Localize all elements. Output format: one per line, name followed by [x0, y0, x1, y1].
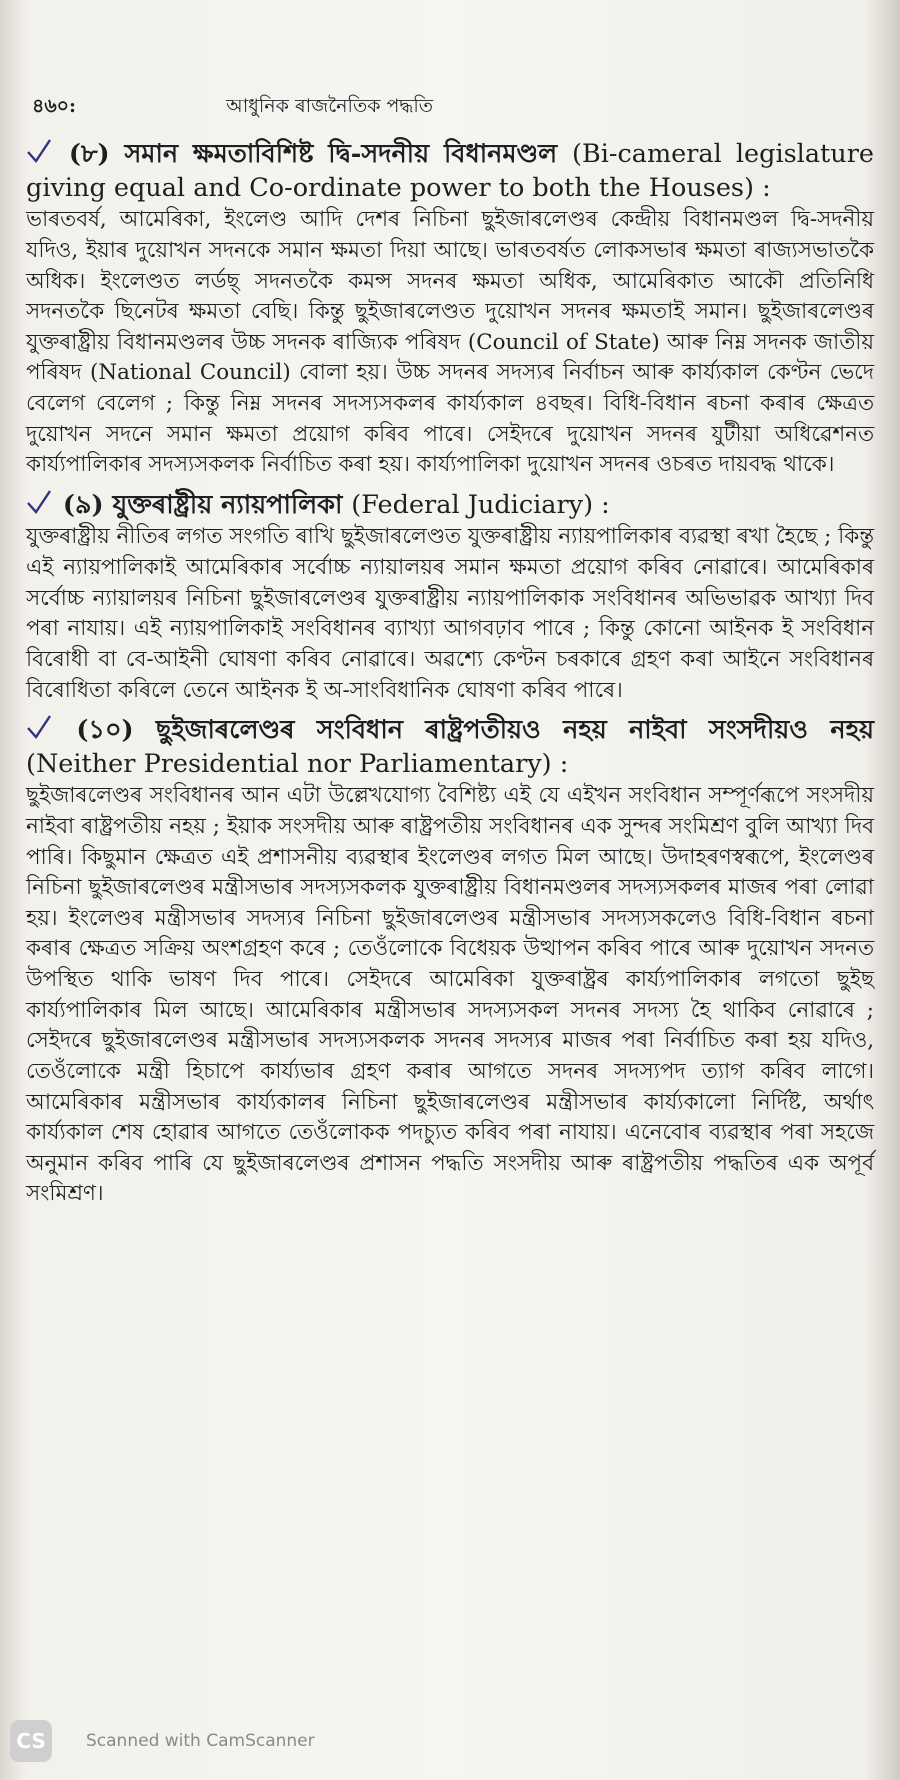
scanner-watermark: [10, 1720, 315, 1762]
section-number: (১০): [76, 715, 134, 746]
page-header: [32, 92, 874, 124]
camscanner-logo-icon: CS: [10, 1720, 52, 1762]
section-title: সমান ক্ষমতাবিশিষ্ট দ্বি-সদনীয় বিধানমণ্ডল: [124, 139, 558, 169]
running-title: আধুনিক ৰাজনৈতিক পদ্ধতি: [226, 95, 434, 117]
section-title: যুক্তৰাষ্ট্ৰীয় ন্যায়পালিকা: [112, 489, 343, 520]
section-number: (৯): [62, 489, 104, 520]
page-number: ৪৬০:: [32, 95, 77, 117]
section-title-english: (Bi-cameral legislature giving equal and Co-ordinate power to both the Houses) :: [26, 139, 874, 203]
section-title: ছুইজাৰলেণ্ডৰ সংবিধান ৰাষ্ট্ৰপতীয়ও নহয় নাইবা সংসদীয়ও নহয়: [155, 715, 874, 746]
scanner-text: Scanned with CamScanner: [86, 1731, 315, 1751]
pen-tick-icon: [26, 714, 52, 740]
section-title-english: (Federal Judiciary) :: [351, 489, 610, 520]
section-body: যুক্তৰাষ্ট্ৰীয় নীতিৰ লগত সংগতি ৰাখি ছুইজাৰলেণ্ডত যুক্তৰাষ্ট্ৰীয় ন্যায়পালিকাৰ ব্যৱস্থা ৰখা হৈছে ; কিন্তু এই ন্যায়পালিকাই আমেৰিকাৰ সৰ্বোচ্চ ন্যায়ালয়ৰ সমান ক্ষমতা প্ৰয়োগ কৰিব নোৱাৰে। আমেৰিকাৰ সৰ্বোচ্চ ন্যায়ালয়ৰ নিচিনা ছুইজাৰলেণ্ডৰ যুক্তৰাষ্ট্ৰীয় ন্যায়পালিকাক সংবিধানৰ অভিভাৱক আখ্যা দিব পৰা নাযায়। এই ন্যায়পালিকাই সংবিধানৰ ব্যাখ্যা আগবঢ়াব পাৰে ; কিন্তু কোনো আইনক ই সংবিধান বিৰোধী বা বে-আইনী ঘোষণা কৰিব নোৱাৰে। অৱশ্যে কেণ্টন চৰকাৰে গ্ৰহণ কৰা আইনে সংবিধানৰ বিৰোধিতা কৰিলে তেনে আইনক ই অ-সাংবিধানিক ঘোষণা কৰিব পাৰে।: [26, 524, 874, 703]
section-body: ভাৰতবৰ্ষ, আমেৰিকা, ইংলেণ্ড আদি দেশৰ নিচিনা ছুইজাৰলেণ্ডৰ কেন্দ্ৰীয় বিধানমণ্ডল দ্বি-সদনীয় যদিও, ইয়াৰ দুয়োখন সদনকে সমান ক্ষমতা দিয়া আছে। ভাৰতবৰ্ষত লোকসভাৰ ক্ষমতা ৰাজ্যসভাতকৈ অধিক। ইংলেণ্ডত লৰ্ডছ্ সদনতকৈ কমন্স সদনৰ ক্ষমতা অধিক, আমেৰিকাত আকৌ প্ৰতিনিধি সদনতকৈ ছিনেটৰ ক্ষমতা বেছি। কিন্তু ছুইজাৰলেণ্ডত দুয়োখন সদনৰ ক্ষমতাই সমান। ছুইজাৰলেণ্ডৰ যুক্তৰাষ্ট্ৰীয় বিধানমণ্ডলৰ উচ্চ সদনক ৰাজ্যিক পৰিষদ (Council of State) আৰু নিম্ন সদনক জাতীয় পৰিষদ (National Council) বোলা হয়। উচ্চ সদনৰ সদস্যৰ নিৰ্বাচন আৰু কাৰ্য্যকাল কেণ্টন ভেদে বেলেগ বেলেগ ; কিন্তু নিম্ন সদনৰ সদস্যসকলৰ কাৰ্য্যকাল ৪বছৰ। বিধি-বিধান ৰচনা কৰাৰ ক্ষেত্ৰত দুয়োখন সদনে সমান ক্ষমতা প্ৰয়োগ কৰিব পাৰে। সেইদৰে দুয়োখন সদনৰ যুটীয়া অধিৱেশনত কাৰ্য্যপালিকাৰ সদস্যসকলক নিৰ্বাচিত কৰা হয়। কাৰ্য্যপালিকা দুয়োখন সদনৰ ওচৰত দায়বদ্ধ থাকে।: [26, 207, 874, 478]
section-8: [26, 138, 874, 481]
pen-tick-icon: [26, 489, 52, 515]
section-title-english: (Neither Presidential nor Parliamentary) :: [26, 748, 569, 779]
section-heading: [26, 138, 874, 205]
section-body: ছুইজাৰলেণ্ডৰ সংবিধানৰ আন এটা উল্লেখযোগ্য বৈশিষ্ট্য এই যে এইখন সংবিধান সম্পূৰ্ণৰূপে সংসদীয় নাইবা ৰাষ্ট্ৰপতীয় নহয় ; ইয়াক সংসদীয় আৰু ৰাষ্ট্ৰপতীয় সংবিধানৰ এক সুন্দৰ সংমিশ্ৰণ বুলি আখ্যা দিব পাৰি। কিছুমান ক্ষেত্ৰত এই প্ৰশাসনীয় ব্যৱস্থাৰ ইংলেণ্ডৰ লগত মিল আছে। উদাহৰণস্বৰূপে, ইংলেণ্ডৰ নিচিনা ছুইজাৰলেণ্ডৰ মন্ত্ৰীসভাৰ সদস্যসকলক যুক্তৰাষ্ট্ৰীয় বিধানমণ্ডলৰ সদস্যসকলৰ মাজৰ পৰা লোৱা হয়। ইংলেণ্ডৰ মন্ত্ৰীসভাৰ সদস্যৰ নিচিনা ছুইজাৰলেণ্ডৰ মন্ত্ৰীসভাৰ সদস্যসকলেও বিধি-বিধান ৰচনা কৰাৰ ক্ষেত্ৰত সক্ৰিয় অংশগ্ৰহণ কৰে ; তেওঁলোকে বিধেয়ক উত্থাপন কৰিব পাৰে আৰু দুয়োখন সদনত উপস্থিত থাকি ভাষণ দিব পাৰে। সেইদৰে আমেৰিকা যুক্তৰাষ্ট্ৰৰ কাৰ্য্যপালিকাৰ লগতো ছুইছ কাৰ্য্যপালিকাৰ মিল আছে। আমেৰিকাৰ মন্ত্ৰীসভাৰ সদস্যসকল সদনৰ সদস্য হৈ থাকিব নোৱাৰে ; সেইদৰে ছুইজাৰলেণ্ডৰ মন্ত্ৰীসভাৰ সদস্যসকলক সদনৰ সদস্যৰ মাজৰ পৰা নিৰ্বাচিত কৰা হয় যদিও, তেওঁলোকে মন্ত্ৰী হিচাপে কাৰ্য্যভাৰ গ্ৰহণ কৰাৰ আগতে সদনৰ সদস্যপদ ত্যাগ কৰিব লাগে। আমেৰিকাৰ মন্ত্ৰীসভাৰ কাৰ্য্যকালৰ নিচিনা ছুইজাৰলেণ্ডৰ মন্ত্ৰীসভাৰ কাৰ্য্যকালো নিৰ্দিষ্ট, অৰ্থাৎ কাৰ্য্যকাল শেষ হোৱাৰ আগতে তেওঁলোকক পদচ্যুত কৰিব পৰা নাযায়। এনেবোৰ ব্যৱস্থাৰ পৰা সহজে অনুমান কৰিব পাৰি যে ছুইজাৰলেণ্ডৰ প্ৰশাসন পদ্ধতি সংসদীয় আৰু ৰাষ্ট্ৰপতীয় পদ্ধতিৰ এক অপূৰ্ব সংমিশ্ৰণ।: [26, 783, 874, 1207]
pen-tick-icon: [26, 138, 52, 164]
section-number: (৮): [68, 139, 110, 169]
section-heading: [26, 714, 874, 781]
section-9: [26, 489, 874, 706]
section-10: [26, 714, 874, 1210]
section-heading: [26, 489, 874, 523]
